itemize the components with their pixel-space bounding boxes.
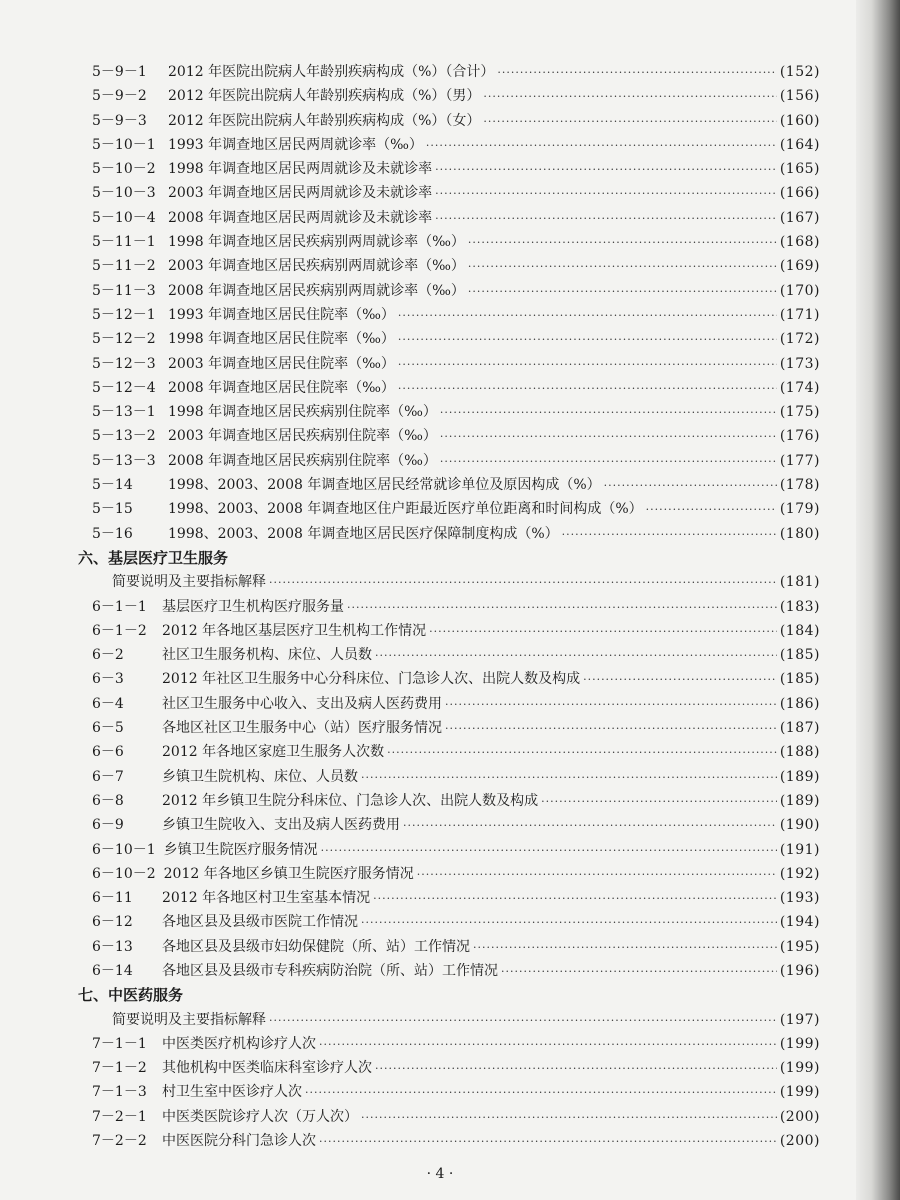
toc-section-6-entries xyxy=(92,595,820,984)
toc-entry-title: 1998 年调查地区居民疾病别两周就诊率（‰） xyxy=(168,234,465,251)
leader-dots xyxy=(387,741,777,765)
toc-entry[interactable] xyxy=(92,230,820,254)
toc-entry[interactable] xyxy=(92,424,820,448)
toc-entry-page: (199) xyxy=(779,1060,820,1077)
toc-entry-number: 5－13－2 xyxy=(92,428,156,445)
toc-entry-number: 6－2 xyxy=(92,647,124,664)
toc-entry-page: (180) xyxy=(779,525,820,542)
toc-entry-title: 1993 年调查地区居民两周就诊率（‰） xyxy=(168,136,423,153)
toc-entry-title: 2012 年各地区村卫生室基本情况 xyxy=(162,890,371,907)
toc-entry-page: (170) xyxy=(779,282,820,299)
leader-dots xyxy=(468,231,777,255)
toc-entry-title: 中医类医疗机构诊疗人次 xyxy=(162,1035,316,1052)
leader-dots xyxy=(468,255,777,279)
leader-dots xyxy=(440,450,777,474)
toc-entry-title: 2008 年调查地区居民住院率（‰） xyxy=(168,379,395,396)
toc-entry-page: (177) xyxy=(779,452,820,469)
toc-entry-number: 5－11－1 xyxy=(92,234,156,251)
toc-entry-number: 7－1－2 xyxy=(92,1060,147,1077)
toc-entry-number: 5－9－3 xyxy=(92,112,147,129)
toc-entry-page: (195) xyxy=(779,938,820,955)
toc-entry-page: (189) xyxy=(779,768,820,785)
toc-entry[interactable] xyxy=(92,595,820,619)
toc-entry[interactable] xyxy=(92,910,820,934)
toc-entry-page: (165) xyxy=(779,161,820,178)
toc-entry-number: 6－11 xyxy=(92,890,133,907)
toc-entry-number: 6－13 xyxy=(92,938,133,955)
toc-entry-title: 乡镇卫生院医疗服务情况 xyxy=(163,841,318,858)
toc-entry-title: 1993 年调查地区居民住院率（‰） xyxy=(168,306,395,323)
toc-entry[interactable] xyxy=(92,133,820,157)
leader-dots xyxy=(483,85,776,109)
toc-entry-page: (188) xyxy=(779,744,820,761)
toc-entry-number: 5－14 xyxy=(92,477,133,494)
toc-entry-title: 2012 年医院出院病人年龄别疾病构成（%）（合计） xyxy=(168,64,495,80)
toc-entry[interactable] xyxy=(92,1032,820,1056)
leader-dots xyxy=(375,644,777,668)
toc-entry-number: 5－15 xyxy=(92,501,133,518)
toc-entry-title: 1998、2003、2008 年调查地区居民经常就诊单位及原因构成（%） xyxy=(168,477,601,494)
toc-entry-page: (196) xyxy=(779,962,820,979)
toc-entry[interactable] xyxy=(92,1129,820,1153)
toc-entry-number: 6－1－1 xyxy=(92,598,147,615)
toc-entry-title: 其他机构中医类临床科室诊疗人次 xyxy=(162,1060,372,1077)
leader-dots xyxy=(473,936,777,960)
leader-dots xyxy=(483,110,776,134)
toc-entry-page: (192) xyxy=(779,865,820,882)
toc-entry[interactable] xyxy=(92,740,820,764)
toc-entry-number: 5－12－2 xyxy=(92,331,156,348)
toc-section-7-entries xyxy=(92,1032,820,1153)
toc-entry-number: 5－13－3 xyxy=(92,452,156,469)
toc-entry-number: 5－12－4 xyxy=(92,379,156,396)
toc-entry-number: 5－9－1 xyxy=(92,64,147,80)
toc-entry[interactable] xyxy=(92,789,820,813)
toc-entry-title: 1998 年调查地区居民两周就诊及未就诊率 xyxy=(168,161,433,178)
toc-entry-title: 2012 年社区卫生服务中心分科床位、门急诊人次、出院人数及构成 xyxy=(162,671,581,688)
toc-entry-title: 各地区社区卫生服务中心（站）医疗服务情况 xyxy=(162,720,442,737)
section-heading-7: 七、中医药服务 xyxy=(78,986,184,1005)
toc-entry-page: (193) xyxy=(779,890,820,907)
toc-entry-page: (199) xyxy=(779,1084,820,1101)
leader-dots xyxy=(269,1009,777,1033)
leader-dots xyxy=(426,134,777,158)
toc-entry-number: 6－4 xyxy=(92,695,124,712)
toc-entry-page: (187) xyxy=(779,720,820,737)
toc-entry-title: 2008 年调查地区居民疾病别住院率（‰） xyxy=(168,452,437,469)
toc-entry-title: 简要说明及主要指标解释 xyxy=(112,574,266,591)
toc-entry-page: (189) xyxy=(779,792,820,809)
toc-entry-page: (171) xyxy=(779,306,820,323)
toc-entry-page: (186) xyxy=(779,695,820,712)
section-heading-6: 六、基层医疗卫生服务 xyxy=(78,548,229,567)
toc-entry[interactable] xyxy=(92,303,820,327)
toc-entry-page: (172) xyxy=(779,331,820,348)
leader-dots xyxy=(497,61,776,85)
toc-entry-number: 6－8 xyxy=(92,792,124,809)
toc-entry[interactable] xyxy=(92,109,820,133)
toc-entry-number: 7－2－1 xyxy=(92,1108,147,1125)
toc-entry[interactable] xyxy=(92,692,820,716)
toc-entry[interactable] xyxy=(92,838,820,862)
leader-dots xyxy=(361,766,777,790)
toc-entry-title: 2012 年乡镇卫生院分科床位、门急诊人次、出院人数及构成 xyxy=(162,792,539,809)
leader-dots xyxy=(435,207,777,231)
toc-entry-title: 1998、2003、2008 年调查地区住户距最近医疗单位距离和时间构成（%） xyxy=(168,501,643,518)
toc-entry-title: 各地区县及县级市专科疾病防治院（所、站）工作情况 xyxy=(162,962,498,979)
toc-entry-page: (156) xyxy=(779,88,820,105)
toc-entry-number: 5－10－3 xyxy=(92,185,156,202)
leader-dots xyxy=(440,401,777,425)
toc-entry-number: 7－1－3 xyxy=(92,1084,147,1101)
toc-entry-title: 2008 年调查地区居民两周就诊及未就诊率 xyxy=(168,209,433,226)
toc-entry[interactable] xyxy=(92,1056,820,1080)
toc-entry-page: (176) xyxy=(779,428,820,445)
toc-entry-number: 6－12 xyxy=(92,914,133,931)
toc-entry-title: 2012 年各地区基层医疗卫生机构工作情况 xyxy=(162,622,427,639)
toc-entry-title: 1998 年调查地区居民住院率（‰） xyxy=(168,331,395,348)
toc-entry-number: 6－1－2 xyxy=(92,622,147,639)
toc-entry-title: 2012 年医院出院病人年龄别疾病构成（%）（男） xyxy=(168,88,481,105)
toc-entry-title: 简要说明及主要指标解释 xyxy=(112,1011,266,1028)
leader-dots xyxy=(562,523,777,547)
leader-dots xyxy=(347,596,777,620)
leader-dots xyxy=(403,814,777,838)
toc-entry-page: (168) xyxy=(779,234,820,251)
toc-entry-page: (197) xyxy=(779,1011,820,1028)
toc-entry-number: 5－11－2 xyxy=(92,258,156,275)
toc-entry[interactable] xyxy=(92,279,820,303)
leader-dots xyxy=(435,182,777,206)
toc-entry-title: 中医医院分科门急诊人次 xyxy=(162,1133,316,1150)
toc-entry[interactable] xyxy=(92,667,820,691)
toc-entry[interactable] xyxy=(92,886,820,910)
toc-entry[interactable] xyxy=(92,619,820,643)
toc-entry-number: 6－14 xyxy=(92,962,133,979)
toc-entry-title: 2003 年调查地区居民两周就诊及未就诊率 xyxy=(168,185,433,202)
toc-entry[interactable] xyxy=(92,84,820,108)
toc-entry-title: 1998 年调查地区居民疾病别住院率（‰） xyxy=(168,404,437,421)
leader-dots xyxy=(541,790,777,814)
toc-entry-number: 5－12－1 xyxy=(92,306,156,323)
toc-entry-number: 6－10－2 xyxy=(92,865,156,882)
toc-intro-6[interactable] xyxy=(92,570,820,594)
leader-dots xyxy=(361,1106,777,1130)
toc-entry[interactable] xyxy=(92,959,820,983)
leader-dots xyxy=(440,425,777,449)
toc-entry[interactable] xyxy=(92,497,820,521)
toc-entry-page: (185) xyxy=(779,647,820,664)
toc-entry[interactable] xyxy=(92,400,820,424)
toc-entry-page: (183) xyxy=(779,598,820,615)
leader-dots xyxy=(468,280,777,304)
toc-entry[interactable] xyxy=(92,935,820,959)
toc-entry[interactable] xyxy=(92,157,820,181)
leader-dots xyxy=(398,328,777,352)
toc-entry-number: 5－16 xyxy=(92,525,133,542)
toc-entry-page: (173) xyxy=(779,355,820,372)
toc-entry-page: (191) xyxy=(779,841,820,858)
leader-dots xyxy=(319,1130,777,1154)
toc-entry[interactable] xyxy=(92,206,820,230)
page-edge-shadow xyxy=(856,0,900,1200)
leader-dots xyxy=(445,717,777,741)
toc-entry-page: (169) xyxy=(779,258,820,275)
leader-dots xyxy=(583,668,777,692)
leader-dots xyxy=(305,1081,777,1105)
toc-entry-title: 2008 年调查地区居民疾病别两周就诊率（‰） xyxy=(168,282,465,299)
toc-entry-number: 6－5 xyxy=(92,720,124,737)
toc-section-5-entries xyxy=(92,60,820,546)
leader-dots xyxy=(445,693,777,717)
toc-entry[interactable] xyxy=(92,376,820,400)
toc-entry-number: 5－13－1 xyxy=(92,404,156,421)
toc-entry-page: (174) xyxy=(779,379,820,396)
toc-entry[interactable] xyxy=(92,473,820,497)
toc-entry-page: (200) xyxy=(779,1108,820,1125)
toc-entry[interactable] xyxy=(92,352,820,376)
toc-entry-number: 6－7 xyxy=(92,768,124,785)
toc-entry-title: 村卫生室中医诊疗人次 xyxy=(162,1084,302,1101)
toc-entry[interactable] xyxy=(92,254,820,278)
leader-dots xyxy=(373,887,777,911)
toc-entry[interactable] xyxy=(92,327,820,351)
toc-entry-title: 1998、2003、2008 年调查地区居民医疗保障制度构成（%） xyxy=(168,525,559,542)
leader-dots xyxy=(501,960,777,984)
table-of-contents xyxy=(78,60,820,1153)
leader-dots xyxy=(321,839,777,863)
leader-dots xyxy=(398,377,777,401)
toc-entry-title: 中医类医院诊疗人次（万人次） xyxy=(162,1108,358,1125)
toc-entry-title: 社区卫生服务机构、床位、人员数 xyxy=(162,647,372,664)
toc-entry[interactable] xyxy=(92,1080,820,1104)
toc-entry-title: 各地区县及县级市妇幼保健院（所、站）工作情况 xyxy=(162,938,470,955)
toc-entry-page: (167) xyxy=(779,209,820,226)
toc-entry-number: 5－10－2 xyxy=(92,161,156,178)
toc-entry-number: 6－10－1 xyxy=(92,841,156,858)
toc-entry-title: 2003 年调查地区居民疾病别住院率（‰） xyxy=(168,428,437,445)
leader-dots xyxy=(398,304,777,328)
toc-entry-page: (178) xyxy=(779,477,820,494)
toc-entry-title: 2012 年各地区乡镇卫生院医疗服务情况 xyxy=(163,865,414,882)
toc-entry-number: 6－6 xyxy=(92,744,124,761)
toc-entry-page: (199) xyxy=(779,1035,820,1052)
toc-intro-7[interactable] xyxy=(92,1008,820,1032)
toc-entry-number: 5－12－3 xyxy=(92,355,156,372)
toc-entry-page: (164) xyxy=(779,136,820,153)
toc-entry-page: (175) xyxy=(779,404,820,421)
toc-entry-page: (160) xyxy=(779,112,820,129)
toc-entry[interactable] xyxy=(92,765,820,789)
leader-dots xyxy=(435,158,777,182)
toc-entry-title: 2012 年医院出院病人年龄别疾病构成（%）（女） xyxy=(168,112,481,129)
toc-entry-number: 5－10－4 xyxy=(92,209,156,226)
leader-dots xyxy=(319,1033,777,1057)
leader-dots xyxy=(604,474,777,498)
toc-entry-page: (179) xyxy=(779,501,820,518)
leader-dots xyxy=(417,863,777,887)
toc-entry-number: 5－9－2 xyxy=(92,88,147,105)
toc-entry-number: 6－9 xyxy=(92,817,124,834)
toc-entry-title: 2003 年调查地区居民疾病别两周就诊率（‰） xyxy=(168,258,465,275)
toc-entry-page: (152) xyxy=(779,64,820,80)
toc-entry[interactable] xyxy=(92,60,820,84)
leader-dots xyxy=(398,353,777,377)
toc-entry-number: 6－3 xyxy=(92,671,124,688)
toc-entry-page: (200) xyxy=(779,1133,820,1150)
toc-entry[interactable] xyxy=(92,1105,820,1129)
page-number: · 4 · xyxy=(426,1166,454,1182)
toc-entry[interactable] xyxy=(92,716,820,740)
toc-entry[interactable] xyxy=(92,643,820,667)
toc-entry-page: (185) xyxy=(779,671,820,688)
leader-dots xyxy=(429,620,777,644)
toc-entry-page: (166) xyxy=(779,185,820,202)
toc-entry-title: 2003 年调查地区居民住院率（‰） xyxy=(168,355,395,372)
toc-entry[interactable] xyxy=(92,522,820,546)
toc-entry-number: 5－11－3 xyxy=(92,282,156,299)
toc-entry[interactable] xyxy=(92,449,820,473)
toc-entry-title: 各地区县及县级市医院工作情况 xyxy=(162,914,358,931)
leader-dots xyxy=(269,571,777,595)
toc-entry-title: 2012 年各地区家庭卫生服务人次数 xyxy=(162,744,385,761)
leader-dots xyxy=(646,498,777,522)
leader-dots xyxy=(361,911,777,935)
toc-entry-number: 5－10－1 xyxy=(92,136,156,153)
toc-entry-title: 乡镇卫生院收入、支出及病人医药费用 xyxy=(162,817,400,834)
toc-entry-title: 基层医疗卫生机构医疗服务量 xyxy=(162,598,344,615)
toc-entry-page: (190) xyxy=(779,817,820,834)
toc-entry-title: 乡镇卫生院机构、床位、人员数 xyxy=(162,768,358,785)
toc-entry[interactable] xyxy=(92,813,820,837)
toc-entry-title: 社区卫生服务中心收入、支出及病人医药费用 xyxy=(162,695,442,712)
toc-entry-page: (194) xyxy=(779,914,820,931)
leader-dots xyxy=(375,1057,777,1081)
toc-entry[interactable] xyxy=(92,181,820,205)
toc-entry-page: (184) xyxy=(779,622,820,639)
toc-entry-number: 7－1－1 xyxy=(92,1035,147,1052)
toc-entry-page: (181) xyxy=(779,574,820,591)
toc-entry[interactable] xyxy=(92,862,820,886)
toc-entry-number: 7－2－2 xyxy=(92,1133,147,1150)
